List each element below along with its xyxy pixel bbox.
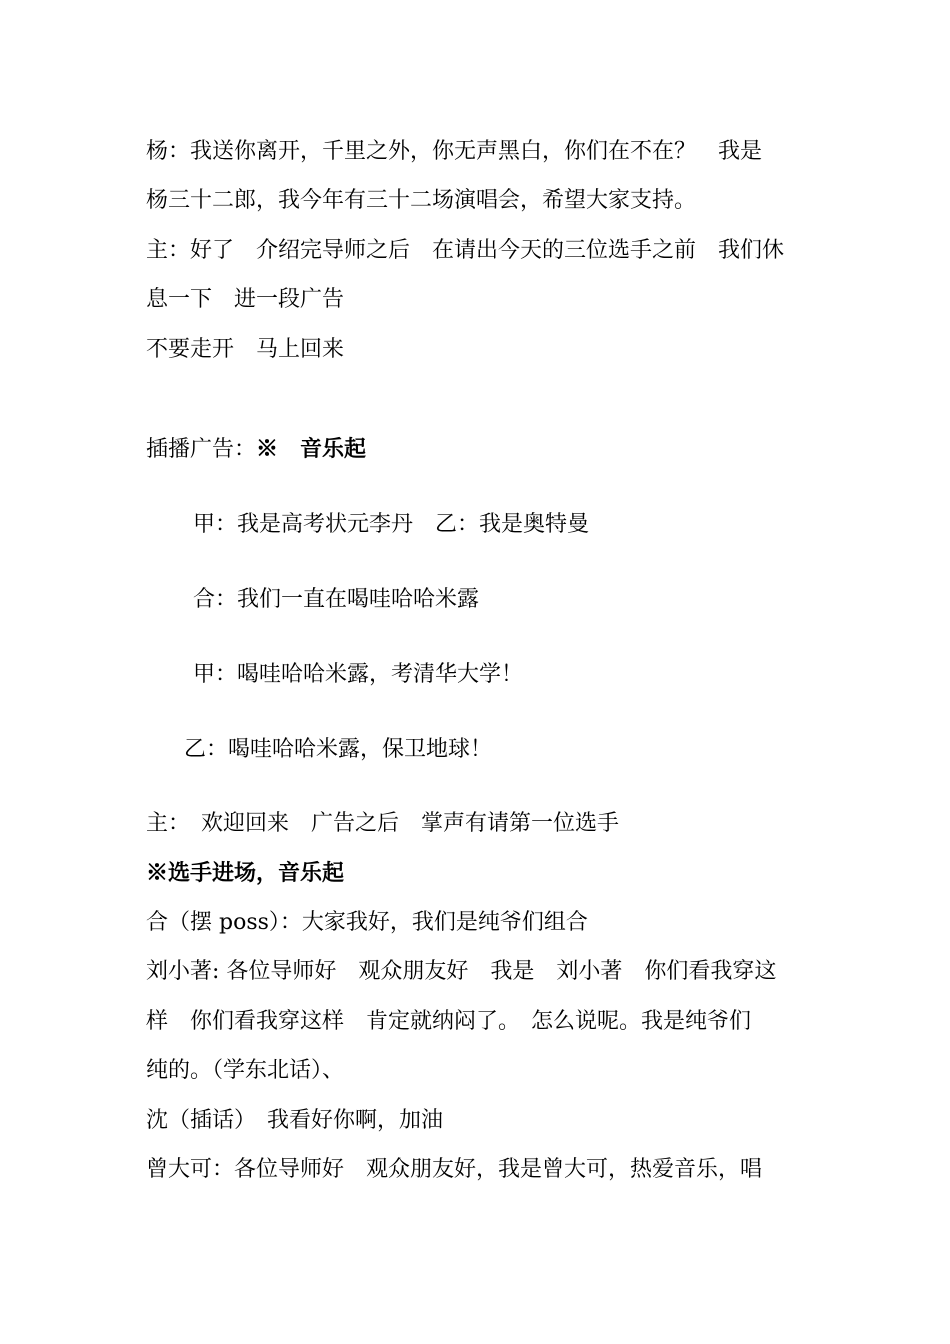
ad-line-1: 甲：我是高考状元李丹 乙：我是奥特曼 xyxy=(193,512,590,537)
line-yang-1: 杨：我送你离开，千里之外，你无声黑白，你们在不在？ 我是 xyxy=(146,139,763,164)
line-host-welcome: 主： 欢迎回来 广告之后 掌声有请第一位选手 xyxy=(146,811,620,836)
line-zeng: 曾大可：各位导师好 观众朋友好，我是曾大可，热爱音乐，唱 xyxy=(146,1157,763,1182)
line-group-intro: 合（摆 poss）：大家我好，我们是纯爷们组合 xyxy=(146,910,588,935)
line-yang-2: 杨三十二郎，我今年有三十二场演唱会，希望大家支持。 xyxy=(146,188,697,213)
ad-label: 插播广告： xyxy=(146,437,257,462)
ad-line-2: 合：我们一直在喝哇哈哈米露 xyxy=(193,587,480,612)
ad-line-4: 乙：喝哇哈哈米露，保卫地球！ xyxy=(184,737,493,762)
ad-heading xyxy=(146,438,366,461)
ad-line-3: 甲：喝哇哈哈米露，考清华大学！ xyxy=(193,662,524,687)
line-shen: 沈（插话） 我看好你啊，加油 xyxy=(146,1108,444,1133)
line-liu-1: 刘小著: 各位导师好 观众朋友好 我是 刘小著 你们看我穿这 xyxy=(146,959,777,984)
line-host-2: 息一下 进一段广告 xyxy=(146,287,345,312)
line-liu-3: 纯的。（学东北话）、 xyxy=(146,1058,345,1083)
line-host-1: 主：好了 介绍完导师之后 在请出今天的三位选手之前 我们休 xyxy=(146,238,785,263)
line-liu-2: 样 你们看我穿这样 肯定就纳闷了。 怎么说呢。我是纯爷们 xyxy=(146,1009,752,1034)
ad-music-cue: ※ 音乐起 xyxy=(256,436,367,462)
line-host-3: 不要走开 马上回来 xyxy=(146,337,345,362)
stage-cue: ※选手进场，音乐起 xyxy=(146,860,345,886)
